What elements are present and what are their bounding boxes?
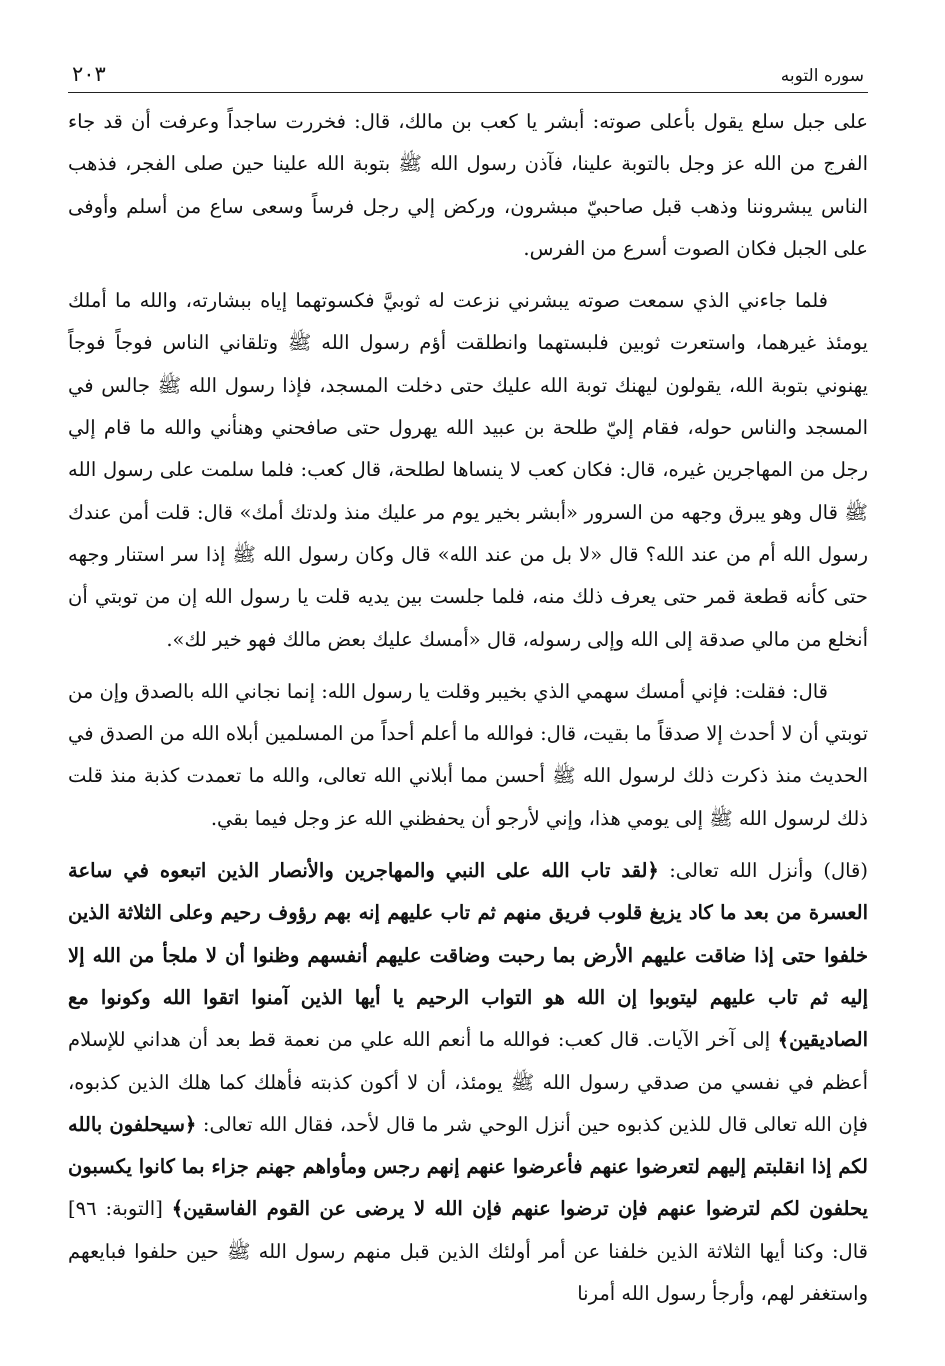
- paragraph-4: [68, 850, 868, 1315]
- paragraph-2-text: فلما جاءني الذي سمعت صوته يبشرني نزعت له ثوبيَّ فكسوتهما إياه ببشارته، والله ما أملك يومئذ غيرهما، واستعرت ثوبين فلبستهما وانطلقت أؤم رسول الله ﷺ وتلقاني الناس فوجاً فوجاً يهنوني بتوبة الله، يقولون ليهنك توبة الله عليك حتى دخلت المسجد، فإذا رسول الله ﷺ جالس في المسجد والناس حوله، فقام إليّ طلحة بن عبيد الله يهرول حتى صافحني وهنأني والله ما قام إلي رجل من المهاجرين غيره، قال: فكان كعب لا ينساها لطلحة، قال كعب: فلما سلمت على رسول الله ﷺ قال وهو يبرق وجهه من السرور «أبشر بخير يوم مر عليك منذ ولدتك أمك» قال: قلت أمن عندك رسول الله أم من عند الله؟ قال «لا بل من عند الله» قال وكان رسول الله ﷺ إذا سر استنار وجهه حتى كأنه قطعة قمر حتى يعرف ذلك منه، فلما جلست بين يديه قلت يا رسول الله إن من توبتي أن أنخلع من مالي صدقة إلى الله وإلى رسوله، قال «أمسك عليك بعض مالك فهو خير لك».: [68, 289, 868, 651]
- text-body: [68, 101, 868, 1315]
- quran-verse-tawbah-95-96: ﴿سيحلفون بالله لكم إذا انقلبتم إليهم لتعرضوا عنهم فأعرضوا عنهم إنهم رجس ومأواهم جهنم جزاء بما كانوا يكسبون يحلفون لكم لترضوا عنهم فإن ترضوا عنهم فإن الله لا يرضى عن القوم الفاسقين﴾: [68, 1112, 868, 1221]
- paragraph-4-narration: إلى آخر الآيات. قال كعب: فوالله ما أنعم الله علي من نعمة قط بعد أن هداني للإسلام أعظم في نفسي من صدقي رسول الله ﷺ يومئذ، أن لا أكون كذبته فأهلك كما هلك الذين كذبوه، فإن الله تعالى قال للذين كذبوه حين أنزل الوحي شر ما قال لأحد، فقال الله تعالى:: [68, 1028, 868, 1136]
- chapter-title: سوره التوبه: [780, 66, 864, 86]
- page-number: ٢٠٣: [72, 62, 106, 86]
- paragraph-3-text: قال: فقلت: فإني أمسك سهمي الذي بخيبر وقلت يا رسول الله: إنما نجاني الله بالصدق وإن من توبتي أن لا أحدث إلا صدقاً ما بقيت، قال: فوالله ما أعلم أحداً من المسلمين أبلاه الله من الصدق في الحديث منذ ذكرت ذلك لرسول الله ﷺ أحسن مما أبلاني الله تعالى، والله ما تعمدت كذبة منذ قلت ذلك لرسول الله ﷺ إلى يومي هذا، وإني لأرجو أن يحفظني الله عز وجل فيما بقي.: [68, 679, 868, 830]
- paragraph-3: [68, 671, 868, 840]
- paragraph-1-text: على جبل سلع يقول بأعلى صوته: أبشر يا كعب بن مالك، قال: فخررت ساجداً وعرفت أن قد جاء الفرج من الله عز وجل بالتوبة علينا، فآذن رسول الله ﷺ بتوبة الله علينا حين صلى الفجر، فذهب الناس يبشروننا وذهب قبل صاحبيّ مبشرون، وركض إلي رجل فرساً وسعى ساع من أسلم وأوفى على الجبل فكان الصوت أسرع من الفرس.: [68, 110, 868, 260]
- quran-verse-tawbah-117-119: ﴿لقد تاب الله على النبي والمهاجرين والأنصار الذين اتبعوه في ساعة العسرة من بعد ما كاد يزيغ قلوب فريق منهم ثم تاب عليهم إنه بهم رؤوف رحيم وعلى الثلاثة الذين خلفوا حتى إذا ضاقت عليهم الأرض بما رحبت وضاقت عليهم أنفسهم وظنوا أن لا ملجأ من الله إلا إليه ثم تاب عليهم ليتوبوا إن الله هو التواب الرحيم يا أيها الذين آمنوا اتقوا الله وكونوا مع الصاديقين﴾: [68, 859, 868, 1052]
- paragraph-1: [68, 101, 868, 270]
- paragraph-4-ending: [التوبة: ٩٦] قال: وكنا أيها الثلاثة الذين خلفنا عن أمر أولئك الذين قبل منهم رسول الله ﷺ حين حلفوا فبايعهم واستغفر لهم، وأرجأ رسول الله أمرنا: [68, 1197, 868, 1306]
- paragraph-2: [68, 280, 868, 661]
- running-head: [68, 52, 868, 86]
- header-rule: [68, 92, 868, 93]
- book-page: [68, 52, 868, 1352]
- paragraph-4-intro: (قال) وأنزل الله تعالى:: [658, 859, 868, 883]
